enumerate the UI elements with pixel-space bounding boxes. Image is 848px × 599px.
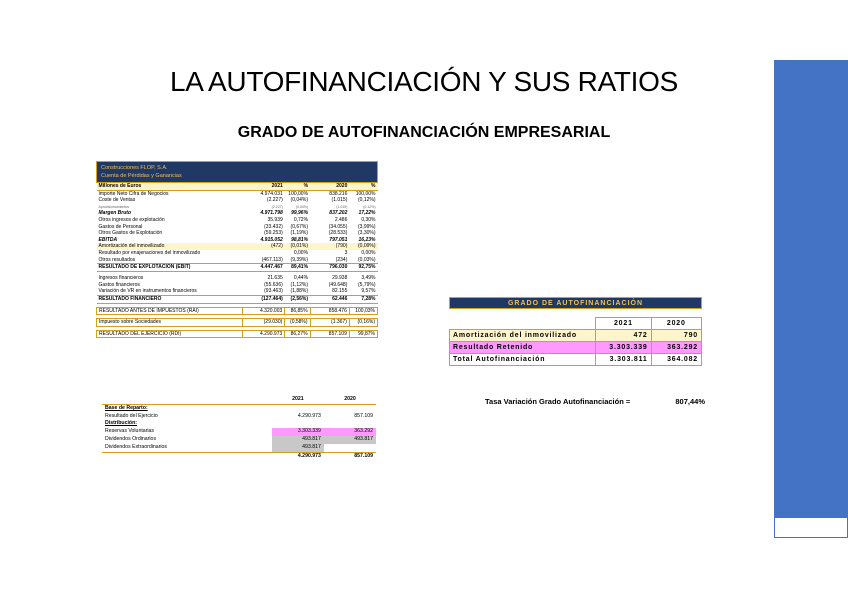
year-header: 2021 <box>272 396 324 404</box>
row-value: 21.635 <box>267 275 283 282</box>
row-label: Amortización del inmovilizado <box>450 330 596 342</box>
income-statement-row <box>97 210 378 217</box>
income-statement-row <box>97 204 378 211</box>
company-name: Construcciones FLOP, S.A. <box>101 165 168 171</box>
row-value: (9,39%) <box>290 256 309 263</box>
row-label: Coste de Ventas <box>98 197 136 204</box>
row-value: 82.155 <box>332 288 348 295</box>
row-value: (790) <box>310 243 349 250</box>
row-value: (0,12%) <box>357 197 376 204</box>
row-value: 4.290.973 <box>272 452 324 460</box>
row-value: 7,28% <box>349 296 377 304</box>
row-value: 838.216 <box>329 190 348 197</box>
row-value: (29.030) <box>243 319 285 327</box>
income-statement-row <box>97 190 378 197</box>
row-label: Aprovisionamientos <box>98 204 130 209</box>
income-statement-row <box>97 264 378 272</box>
row-value: 3.303.339 <box>272 428 324 436</box>
variation-rate-label: Tasa Variación Grado Autofinanciación = <box>485 397 631 406</box>
row-value: 0,00% <box>293 249 309 256</box>
income-statement-row <box>97 224 378 231</box>
row-value <box>324 444 376 452</box>
row-value: 2021 <box>243 183 285 190</box>
autofinancing-row-total <box>450 354 702 366</box>
row-label: Dividendos Extraordinarios <box>105 443 167 450</box>
row-label: Resultado por enajenaciones del inmovilizado <box>98 249 201 256</box>
income-statement-row <box>97 243 378 250</box>
row-value: 4.320.003 <box>243 307 285 315</box>
row-value: (0,04%) <box>290 197 309 204</box>
row-label: EBITDA <box>98 236 118 243</box>
row-value: (2.227) <box>266 197 283 204</box>
row-value: (0,09%) <box>349 243 377 250</box>
year-header: 2020 <box>324 396 376 404</box>
distribution-row <box>102 436 376 444</box>
row-value: (59.253) <box>264 230 283 237</box>
base-label-row <box>102 404 376 412</box>
row-value: 4.971.798 <box>260 210 283 217</box>
row-value: 29.938 <box>332 275 348 282</box>
row-value: 4.974.031 <box>260 190 283 197</box>
year-header: 2021 <box>596 318 651 330</box>
row-value: 857.109 <box>354 412 373 419</box>
row-value: (1,12%) <box>290 281 309 288</box>
row-value: 858.476 <box>310 307 349 315</box>
income-statement-row <box>97 197 378 204</box>
row-value: 0,72% <box>293 216 309 223</box>
row-value: 100,00% <box>355 190 376 197</box>
row-value: 100,03% <box>349 307 377 315</box>
row-value: 89,41% <box>285 264 310 272</box>
row-label: Resultado del Ejercicio <box>105 412 158 419</box>
page-title: LA AUTOFINANCIACIÓN Y SUS RATIOS <box>169 66 679 97</box>
year-header: 2020 <box>651 318 701 330</box>
row-value: 2020 <box>310 183 349 190</box>
row-value: (33.432) <box>264 223 283 230</box>
row-label: RESULTADO FINANCIERO <box>97 296 243 304</box>
row-value: 0,44% <box>293 275 309 282</box>
row-value: 4.447.467 <box>243 264 285 272</box>
row-value: (3,30%) <box>357 230 376 237</box>
row-value: (28.533) <box>328 230 348 237</box>
row-value: (1,19%) <box>290 230 309 237</box>
row-label: Gastos de Personal <box>98 223 143 230</box>
row-label: Total Autofinanciación <box>450 354 596 366</box>
row-value: (1.367) <box>310 319 349 327</box>
row-label: Reservas Voluntarias <box>105 428 155 435</box>
row-label: Variación de VR en instrumentos financieros <box>98 288 197 295</box>
row-value: 4.290.973 <box>243 330 285 338</box>
row-label: Otros Gastos de Explotación <box>98 230 163 237</box>
row-value: 4.915.052 <box>260 236 283 243</box>
row-label: Gastos financieros <box>98 281 140 288</box>
row-value: 99,96% <box>291 210 309 217</box>
row-value: (93.463) <box>264 288 283 295</box>
row-label: RESULTADO DEL EJERCICIO (RDI) <box>97 330 243 338</box>
row-value: 16,23% <box>358 236 376 243</box>
row-value: 86,27% <box>285 330 310 338</box>
income-statement-row <box>97 319 378 327</box>
row-label: Importe Neto Cifra de Negocios <box>98 190 169 197</box>
row-label: Impuesto sobre Sociedades <box>97 319 243 327</box>
row-value: (0,12%) <box>363 204 376 209</box>
distribution-row <box>102 428 376 436</box>
row-label: RESULTADO ANTES DE IMPUESTOS (RAI) <box>97 307 243 315</box>
income-statement-row <box>97 296 378 304</box>
row-value: 0,00% <box>361 249 376 256</box>
row-value: (1.015) <box>331 197 348 204</box>
row-value: (55.636) <box>264 281 283 288</box>
row-value: (0,58%) <box>285 319 310 327</box>
row-value: 837.202 <box>329 210 348 217</box>
row-value: (0,04%) <box>295 204 309 209</box>
row-label: Dividendos Ordinarios <box>105 435 157 442</box>
row-value: 363.292 <box>651 342 701 354</box>
autofinancing-row-retained <box>450 342 702 354</box>
row-value: 92,75% <box>349 264 377 272</box>
row-value: (0,16%) <box>349 319 377 327</box>
autofinancing-header-row <box>450 318 702 330</box>
distribution-label-row <box>102 420 376 428</box>
row-value: 797.051 <box>329 236 348 243</box>
row-value: (0,67%) <box>290 223 309 230</box>
row-value: (3,99%) <box>357 223 376 230</box>
row-value: 4.290.973 <box>297 412 321 419</box>
row-value: 0,30% <box>361 216 376 223</box>
row-value: (1.015) <box>336 204 348 209</box>
row-value: 17,22% <box>358 210 376 217</box>
row-value: (2.227) <box>271 204 283 209</box>
income-statement-row <box>97 307 378 315</box>
row-label: Ingresos financieros <box>98 275 144 282</box>
row-value: 99,87% <box>349 330 377 338</box>
row-value: 86,85% <box>285 307 310 315</box>
row-value: % <box>349 183 377 190</box>
row-value: (2,56%) <box>285 296 310 304</box>
row-value: 2.486 <box>334 216 348 223</box>
row-value: % <box>285 183 310 190</box>
row-value: (467.113) <box>261 256 283 263</box>
row-value: 3.303.811 <box>596 354 651 366</box>
variation-rate <box>485 397 705 406</box>
row-value: (234) <box>335 256 348 263</box>
row-value: (34.055) <box>328 223 348 230</box>
row-value: 796.030 <box>310 264 349 272</box>
base-label: Base de Reparto: <box>105 404 148 411</box>
row-value: 364.082 <box>651 354 701 366</box>
row-value: (472) <box>243 243 285 250</box>
row-label: Otros resultados <box>98 256 136 263</box>
row-value: 9,57% <box>361 288 376 295</box>
row-value: (0,03%) <box>357 256 376 263</box>
income-statement-row <box>97 275 378 282</box>
statement-name: Cuenta de Pérdidas y Ganancias <box>101 173 182 179</box>
income-statement-header <box>96 161 378 183</box>
row-label: Millones de Euros <box>97 183 243 190</box>
income-statement-header-row <box>97 183 378 190</box>
row-label: Resultado Retenido <box>450 342 596 354</box>
distribution-row <box>102 444 376 452</box>
row-label: RESULTADO DE EXPLOTACIÓN (EBIT) <box>97 264 243 272</box>
distribution-total-row <box>102 452 376 460</box>
income-statement-row <box>97 237 378 244</box>
row-value: 493.817 <box>272 444 324 452</box>
row-value: 3.303.339 <box>596 342 651 354</box>
row-value: 62.446 <box>310 296 349 304</box>
row-value: 493.817 <box>272 436 324 444</box>
row-value: 100,00% <box>288 190 309 197</box>
income-statement-row <box>97 230 378 237</box>
row-value: 3 <box>344 249 348 256</box>
row-value: (1,88%) <box>290 288 309 295</box>
row-value: 363.292 <box>324 428 376 436</box>
row-label: Margen Bruto <box>98 210 131 217</box>
page-subtitle: GRADO DE AUTOFINANCIACIÓN EMPRESARIAL <box>237 124 611 141</box>
row-value: (0,01%) <box>285 243 310 250</box>
base-row <box>102 413 376 421</box>
row-value: 857.109 <box>310 330 349 338</box>
row-value: 493.817 <box>324 436 376 444</box>
autofinancing-row-amortization <box>450 330 702 342</box>
autofinancing-title: GRADO DE AUTOFINANCIACIÓN <box>449 297 702 309</box>
distribution-table <box>102 396 376 460</box>
income-statement-row <box>97 282 378 289</box>
row-value <box>243 250 285 257</box>
row-value: 3,49% <box>361 275 376 282</box>
distribution-header-row <box>102 396 376 404</box>
income-statement-row <box>97 257 378 264</box>
distribution-label: Distribución: <box>105 420 137 427</box>
income-statement-row <box>97 288 378 295</box>
row-value: (5,79%) <box>357 281 376 288</box>
row-value: 472 <box>596 330 651 342</box>
variation-rate-value: 807,44% <box>675 397 705 406</box>
row-value: 790 <box>651 330 701 342</box>
row-value: (127.464) <box>243 296 285 304</box>
autofinancing-table <box>449 297 702 366</box>
row-value: 98,81% <box>291 236 309 243</box>
row-label: Otros ingresos de explotación <box>98 216 165 223</box>
income-statement-row <box>97 330 378 338</box>
row-value: 857.109 <box>324 452 376 460</box>
row-label: Amortización del inmovilizado <box>97 243 243 250</box>
income-statement-table <box>96 183 378 338</box>
row-value: (49.648) <box>328 281 348 288</box>
row-value: 35.939 <box>267 216 283 223</box>
side-accent-box <box>774 517 848 538</box>
income-statement-row <box>97 250 378 257</box>
income-statement <box>96 161 378 338</box>
income-statement-row <box>97 217 378 224</box>
